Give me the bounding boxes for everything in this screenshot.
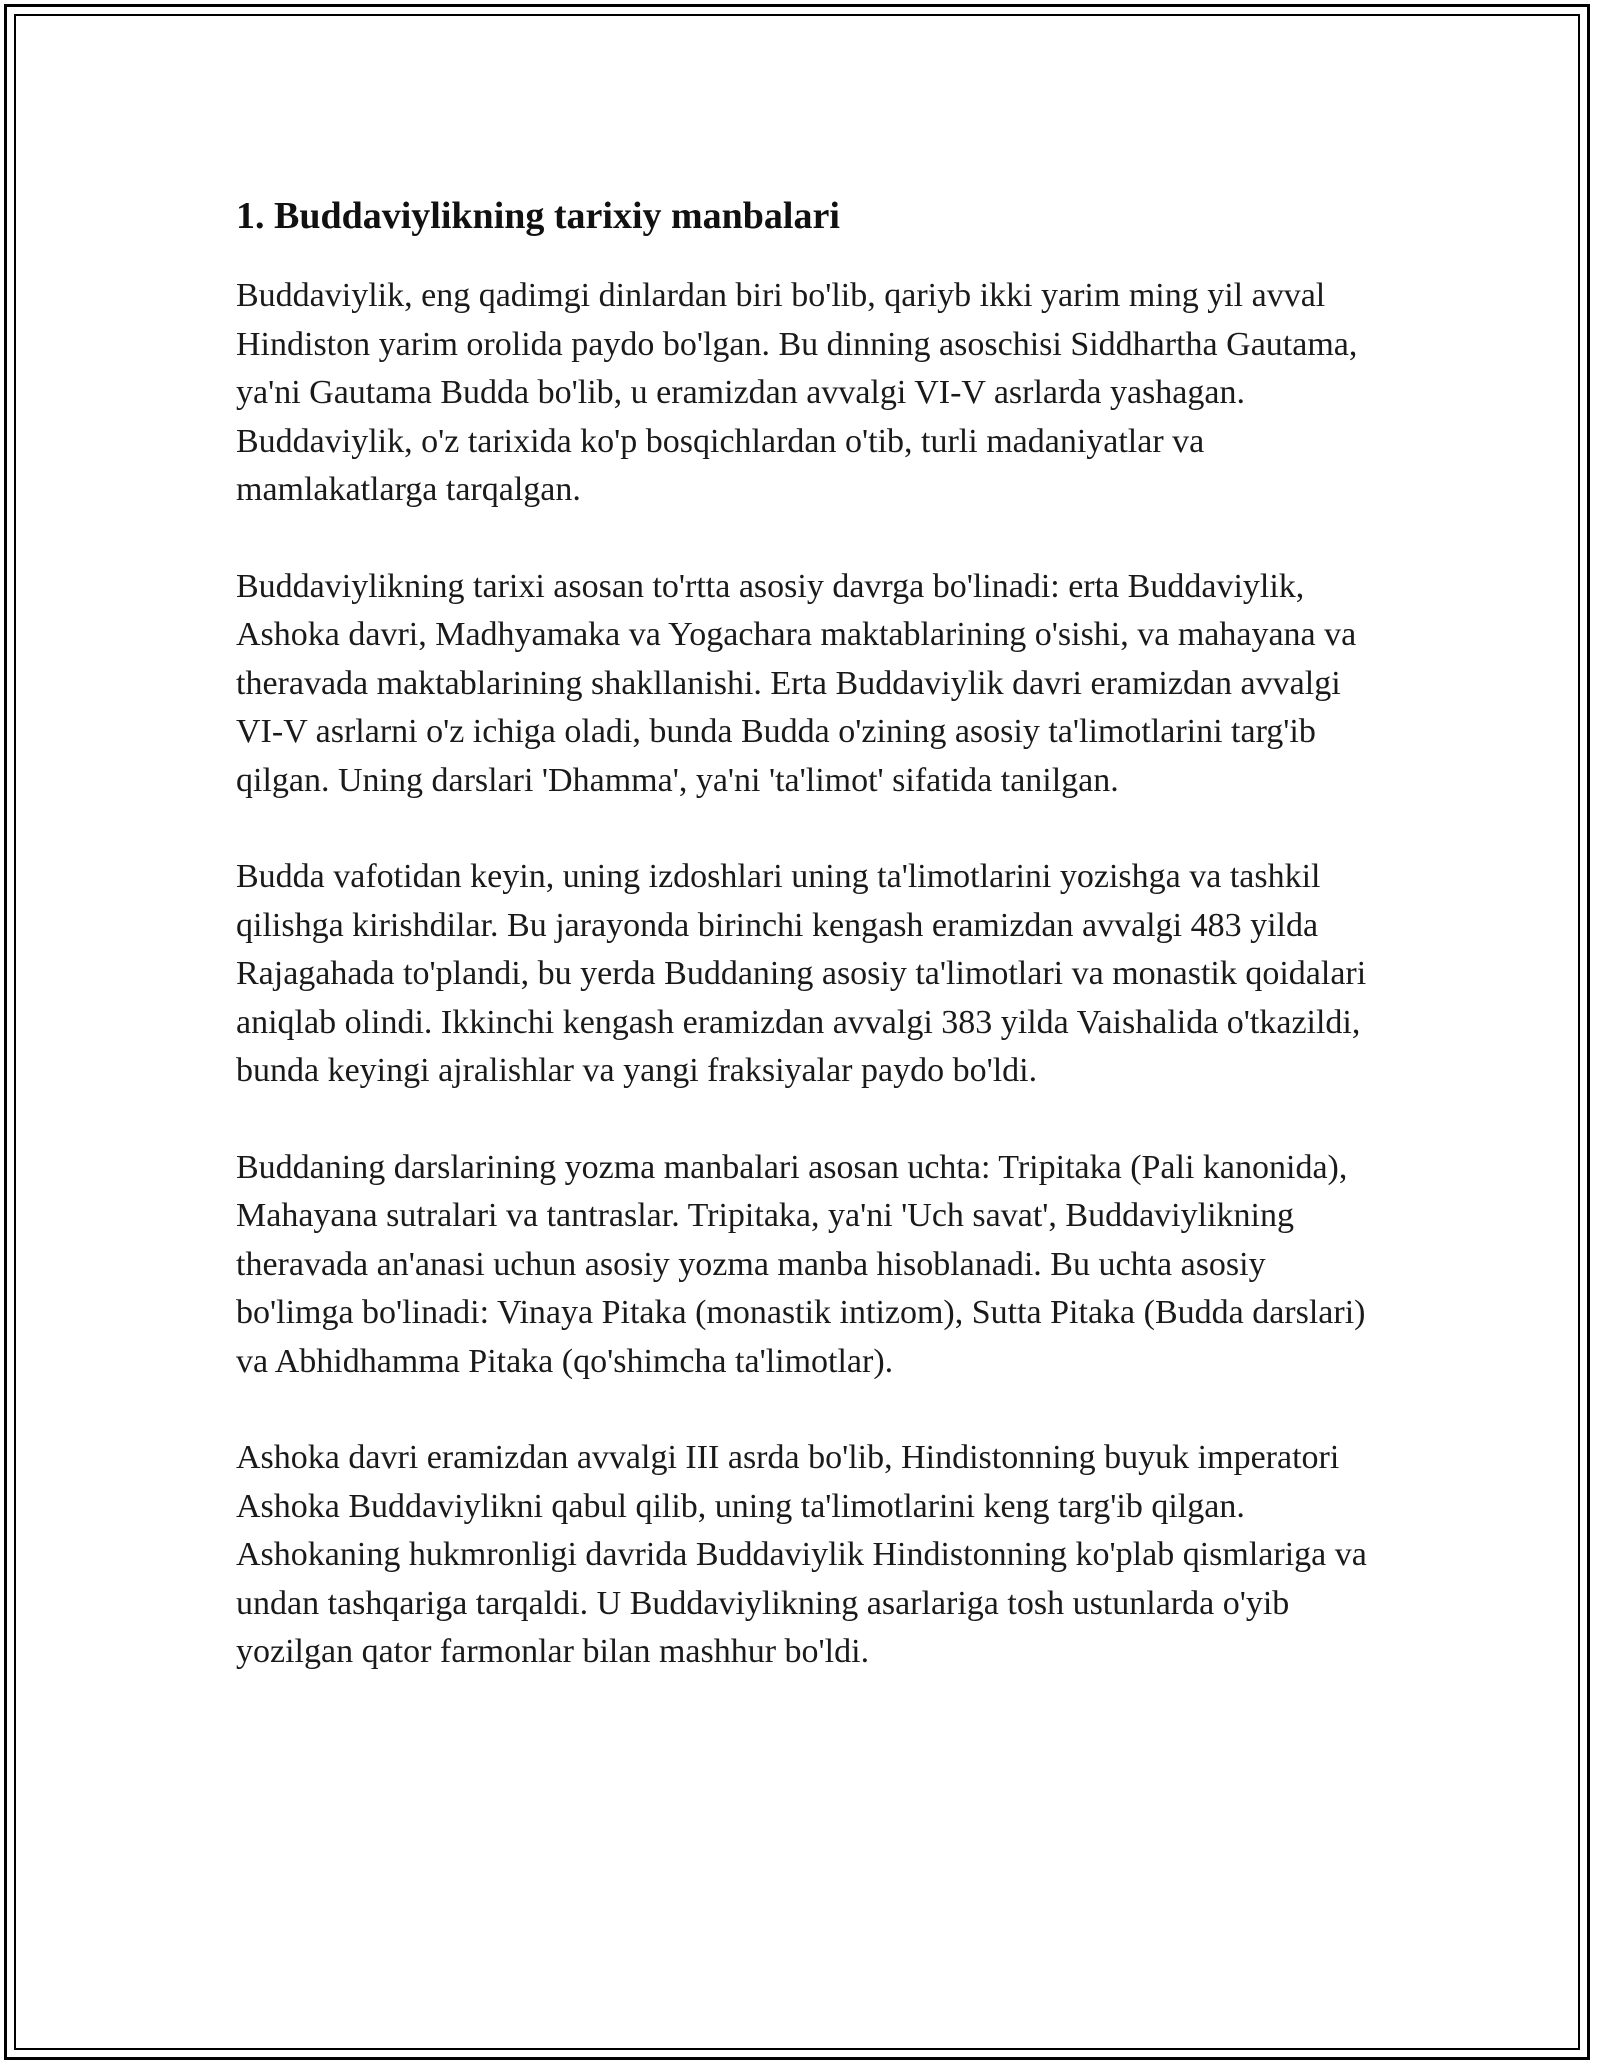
paragraph-ashoka-period: Ashoka davri eramizdan avvalgi III asrda bo'lib, Hindistonning buyuk imperatori Ashoka Buddaviylikni qabul qilib, uning ta'limotlarini keng targ'ib qilgan. Ashokaning hukmronligi davrida Buddaviylik Hindistonning ko'plab qismlariga va undan tashqariga tarqaldi. U Buddaviylikning asarlariga tosh ustunlarda o'yib yozilgan qator farmonlar bilan mashhur bo'ldi. [236,1439,1367,1670]
section-title: 1. Buddaviylikning tarixiy manbalari [236,195,840,237]
paragraph-councils: Budda vafotidan keyin, uning izdoshlari uning ta'limotlarini yozishga va tashkil qilishga kirishdilar. Bu jarayonda birinchi kengash eramizdan avvalgi 483 yilda Rajagahada to'plandi, bu yerda Buddaning asosiy ta'limotlari va monastik qoidalari aniqlab olindi. Ikkinchi kengash eramizdan avvalgi 383 yilda Vaishalida o'tkazildi, bunda keyingi ajralishlar va yangi fraksiyalar paydo bo'ldi. [236,858,1367,1089]
paragraph-origins: Buddaviylik, eng qadimgi dinlardan biri bo'lib, qariyb ikki yarim ming yil avval Hindiston yarim orolida paydo bo'lgan. Bu dinning asoschisi Siddhartha Gautama, ya'ni Gautama Budda bo'lib, u eramizdan avvalgi VI-V asrlarda yashagan. Buddaviylik, o'z tarixida ko'p bosqichlardan o'tib, turli madaniyatlar va mamlakatlarga tarqalgan. [236,277,1358,508]
paragraph-written-sources: Buddaning darslarining yozma manbalari asosan uchta: Tripitaka (Pali kanonida), Mahayana sutralari va tantraslar. Tripitaka, ya'ni 'Uch savat', Buddaviylikning theravada an'anasi uchun asosiy yozma manba hisoblanadi. Bu uchta asosiy bo'limga bo'linadi: Vinaya Pitaka (monastik intizom), Sutta Pitaka (Budda darslari) va Abhidhamma Pitaka (qo'shimcha ta'limotlar). [236,1148,1366,1380]
paragraph-periods: Buddaviylikning tarixi asosan to'rtta asosiy davrga bo'linadi: erta Buddaviylik, Ashoka davri, Madhyamaka va Yogachara maktablarining o'sishi, va mahayana va theravada maktablarining shakllanishi. Erta Buddaviylik davri eramizdan avvalgi VI-V asrlarni o'z ichiga oladi, bunda Budda o'zining asosiy ta'limotlarini targ'ib qilgan. Uning darslari 'Dhamma', ya'ni 'ta'limot' sifatida tanilgan. [236,567,1357,799]
document-body [236,186,1376,1725]
